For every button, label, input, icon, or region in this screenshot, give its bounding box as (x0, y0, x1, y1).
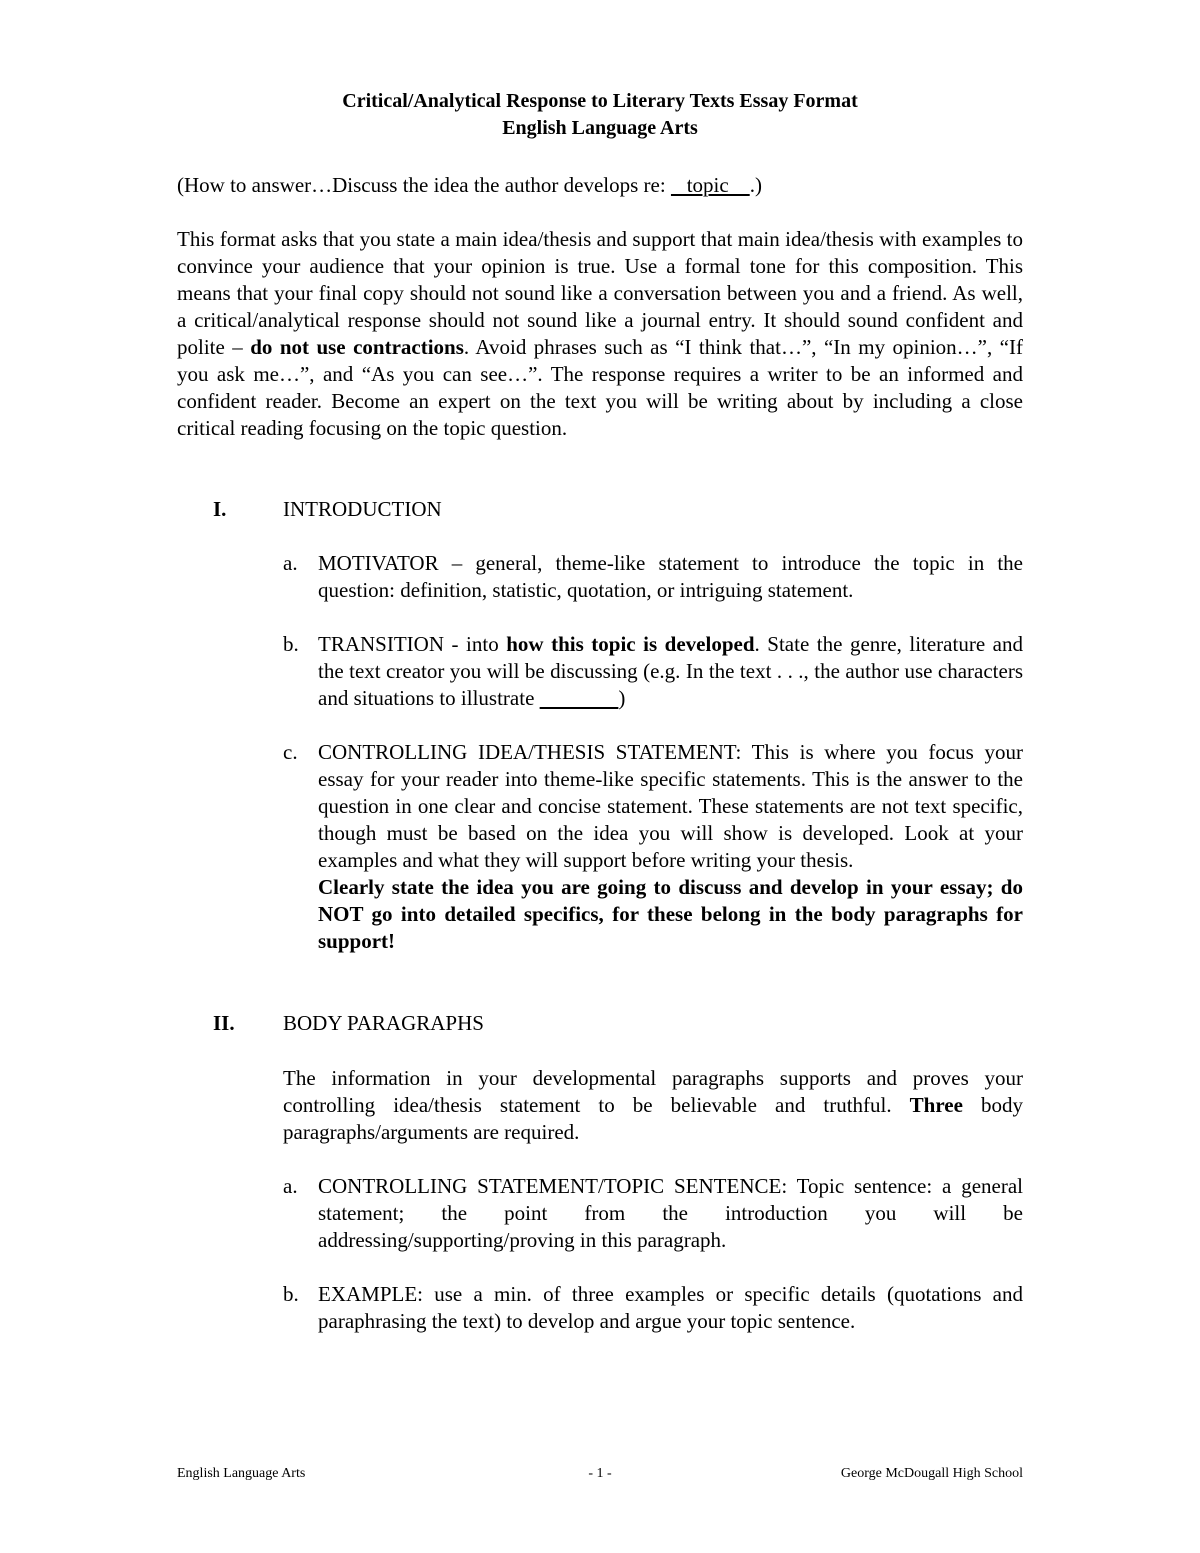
section-2-numeral: II. (213, 1011, 235, 1035)
topic-blank: topic (670, 173, 750, 197)
thesis-bold-text: Clearly state the idea you are going to discuss and develop in your essay; do NOT go into detailed specifics, for these belong in the body paragraphs for support! (318, 875, 1023, 953)
item-letter: a. (283, 551, 298, 575)
section-1-numeral: I. (213, 497, 227, 521)
intro-text-2: . Avoid phrases such as “I think that…”, “In my opinion…”, “If you ask me…”, and “As you can see…”. The response requires a writer to be an informed and confident reader. Become an expert on the text you will be writing about by including a close critical reading focusing on the topic question. (177, 335, 1023, 440)
body-item-example (283, 1281, 1023, 1335)
document-title: Critical/Analytical Response to Literary Texts Essay Format (342, 90, 858, 112)
intro-text-1: This format asks that you state a main idea/thesis and support that main idea/thesis with examples to convince your audience that your opinion is true. Use a formal tone for this composition. This means that your final copy should not sound like a conversation between you and a friend. As well, a critical/analytical response should not sound like a journal entry. It should sound confident and polite – (177, 227, 1023, 359)
section-2-heading: BODY PARAGRAPHS (283, 1011, 484, 1035)
document-subtitle: English Language Arts (502, 117, 698, 139)
item-text: CONTROLLING STATEMENT/TOPIC SENTENCE: Topic sentence: a general statement; the point from the introduction you will be addressing/supporting/proving in this paragraph. (318, 1174, 1023, 1252)
how-to-answer-text: (How to answer…Discuss the idea the author develops re: (177, 173, 671, 197)
section-1-heading: INTRODUCTION (283, 497, 442, 521)
intro-item-motivator (283, 550, 1023, 604)
footer-page-number: - 1 - (588, 1466, 612, 1481)
intro-item-thesis (283, 739, 1023, 955)
item-text: EXAMPLE: use a min. of three examples or specific details (quotations and paraphrasing the text) to develop and argue your topic sentence. (318, 1282, 1023, 1333)
thesis-text: CONTROLLING IDEA/THESIS STATEMENT: This is where you focus your essay for your reader into theme-like specific statements. This is the answer to the question in one clear and concise statement. These statements are not text specific, though must be based on the idea you will show is developed. Look at your examples and what they will support before writing your thesis. (318, 740, 1023, 872)
how-to-answer-line (177, 172, 1037, 199)
item-letter: c. (283, 740, 298, 764)
transition-text-2: . State the genre, literature and the text creator you will be discussing (e.g. In the text . . ., the author use characters and situations to illustrate (318, 632, 1023, 710)
illustrate-blank (540, 686, 619, 710)
item-text: MOTIVATOR – general, theme-like statement to introduce the topic in the question: definition, statistic, quotation, or intriguing statement. (318, 551, 1023, 602)
intro-item-transition (283, 631, 1023, 712)
body-desc-text-1: The information in your developmental paragraphs supports and proves your controlling idea/thesis statement to be believable and truthful. (283, 1066, 1023, 1117)
item-text (318, 739, 1023, 955)
body-desc-text-2: body paragraphs/arguments are required. (283, 1093, 1024, 1144)
item-text (318, 631, 1023, 712)
body-item-topic-sentence (283, 1173, 1023, 1254)
body-paragraphs-description (283, 1065, 1023, 1146)
item-letter: b. (283, 1282, 299, 1306)
footer-right: George McDougall High School (840, 1466, 1023, 1481)
item-letter: a. (283, 1174, 298, 1198)
transition-bold-text: how this topic is developed (506, 632, 755, 656)
intro-paragraph (177, 226, 1023, 442)
body-desc-bold: Three (909, 1093, 963, 1117)
item-letter: b. (283, 632, 299, 656)
footer-left: English Language Arts (177, 1466, 306, 1481)
how-to-answer-end: .) (749, 173, 762, 197)
transition-text-end: ) (618, 686, 626, 710)
intro-bold-text: do not use contractions (250, 335, 464, 359)
transition-text-1: TRANSITION - into (318, 632, 507, 656)
